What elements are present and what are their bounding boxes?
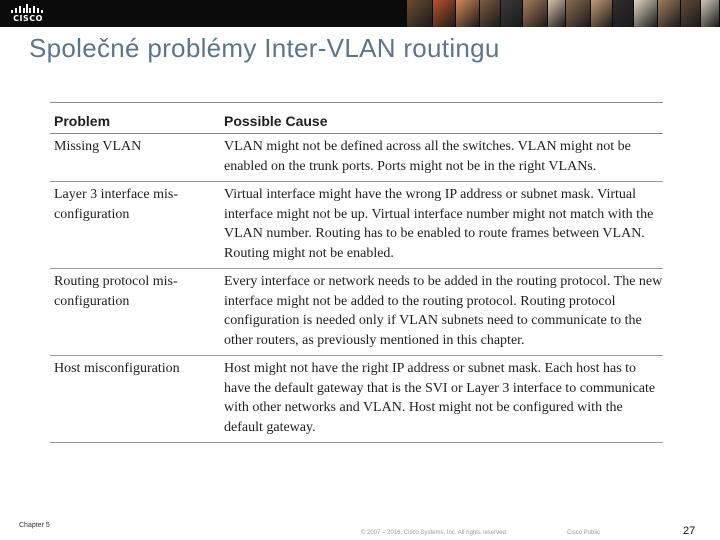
header-photo-strip	[407, 0, 720, 27]
header-photo	[681, 0, 701, 27]
header-photo	[613, 0, 633, 27]
cisco-bridge-icon	[10, 4, 44, 13]
header-photo	[501, 0, 523, 27]
cause-cell: Every interface or network needs to be added in the routing protocol. The new interface might not be added to the routing protocol. Routing protocol configuration is needed only if VLAN subnets need to communicate to the other routers, as previously mentioned in this chapter.	[220, 269, 663, 356]
table-row	[50, 182, 663, 269]
header-photo	[548, 0, 566, 27]
page-number: 27	[683, 525, 696, 537]
problem-cell: Layer 3 interface mis-configuration	[50, 182, 220, 269]
header-photo	[658, 0, 680, 27]
table-header-row	[50, 103, 663, 134]
footer-copyright: © 2007 – 2016, Cisco Systems, Inc. All rights reserved.	[361, 530, 508, 536]
header-photo	[523, 0, 546, 27]
cause-cell: Virtual interface might have the wrong IP address or subnet mask. Virtual interface might not be up. Virtual interface number might not match with the VLAN number. Routing has to be enabled to route frames between VLAN. Routing might not be enabled.	[220, 182, 663, 269]
table-row	[50, 356, 663, 443]
slide-title: Společné problémy Inter-VLAN routingu	[29, 33, 500, 63]
table-row	[50, 269, 663, 356]
header-photo	[407, 0, 432, 27]
cause-cell: Host might not have the right IP address or subnet mask. Each host has to have the default gateway that is the SVI or Layer 3 interface to communicate with other networks and VLAN. Host might not be configured with the default gateway.	[220, 356, 663, 443]
column-header-problem: Problem	[50, 103, 220, 134]
header-bar	[0, 0, 720, 27]
footer-chapter: Chapter 5	[19, 522, 50, 529]
cisco-logo	[8, 4, 48, 24]
header-photo	[591, 0, 613, 27]
problem-cell: Routing protocol mis-configuration	[50, 269, 220, 356]
cause-cell: VLAN might not be defined across all the switches. VLAN might not be enabled on the trunk ports. Ports might not be in the right VLANs.	[220, 134, 663, 182]
footer-classification: Cisco Public	[567, 530, 601, 536]
cisco-logo-text: CISCO	[13, 14, 43, 23]
problem-cell: Missing VLAN	[50, 134, 220, 182]
table-row	[50, 134, 663, 182]
header-photo	[566, 0, 589, 27]
header-photo	[634, 0, 657, 27]
header-photo	[701, 0, 719, 27]
header-photo	[456, 0, 479, 27]
column-header-cause: Possible Cause	[220, 103, 663, 134]
header-photo	[480, 0, 500, 27]
problems-table	[50, 102, 663, 443]
problem-cell: Host misconfiguration	[50, 356, 220, 443]
header-photo	[433, 0, 455, 27]
